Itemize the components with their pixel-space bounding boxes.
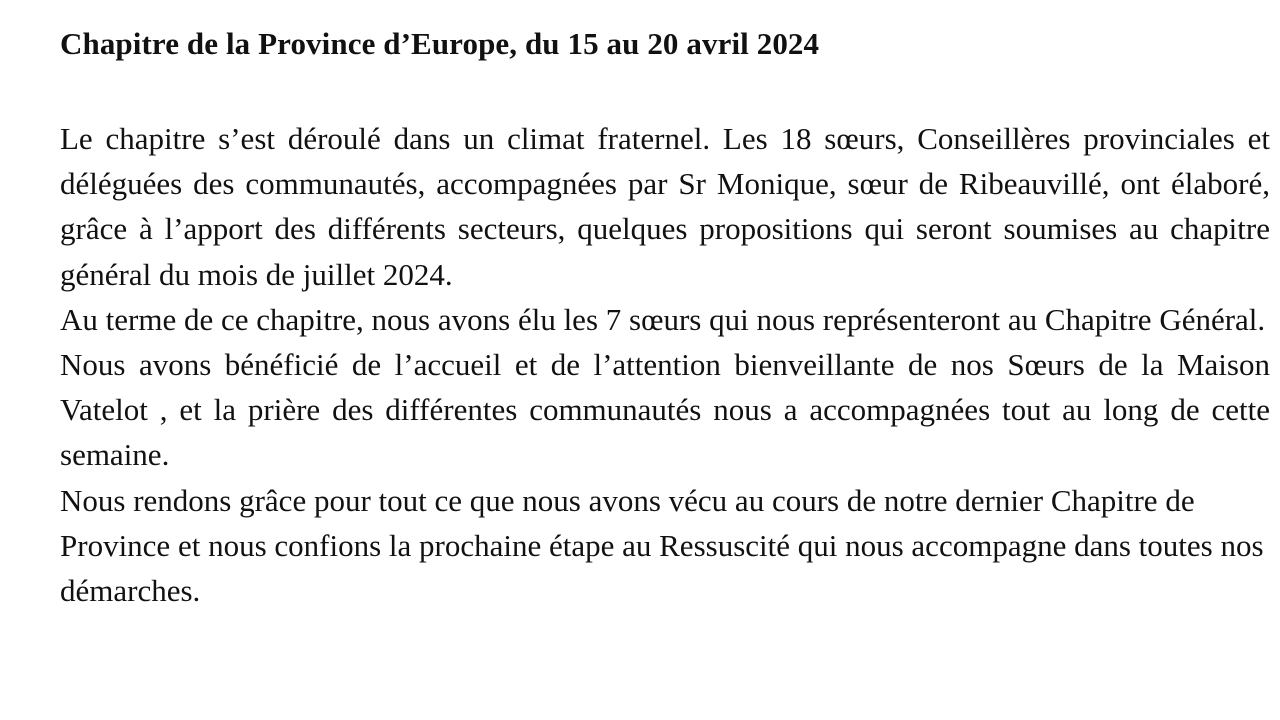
paragraph-chapter-summary: Le chapitre s’est déroulé dans un climat fraternel. Les 18 sœurs, Conseillères provinciales et déléguées des communautés, accompagnées par Sr Monique, sœur de Ribeauvillé, ont élaboré, grâce à l’apport des différents secteurs, quelques propositions qui seront soumises au chapitre général du mois de juillet 2024. [60, 121, 1270, 292]
paragraph-election: Au terme de ce chapitre, nous avons élu les 7 sœurs qui nous représenteront au Chapitre Général. [60, 301, 1266, 337]
document-body [60, 116, 1270, 613]
paragraph-thanksgiving: Nous rendons grâce pour tout ce que nous avons vécu au cours de notre dernier Chapitre de Province et nous confions la prochaine étape au Ressuscité qui nous accompagne dans toutes nos démarches. [60, 482, 1264, 609]
document-page [60, 22, 1270, 613]
document-title: Chapitre de la Province d’Europe, du 15 au 20 avril 2024 [60, 26, 820, 61]
paragraph-hospitality: Nous avons bénéficié de l’accueil et de l’attention bienveillante de nos Sœurs de la Maison Vatelot , et la prière des différentes communautés nous a accompagnées tout au long de cette semaine. [60, 347, 1270, 473]
